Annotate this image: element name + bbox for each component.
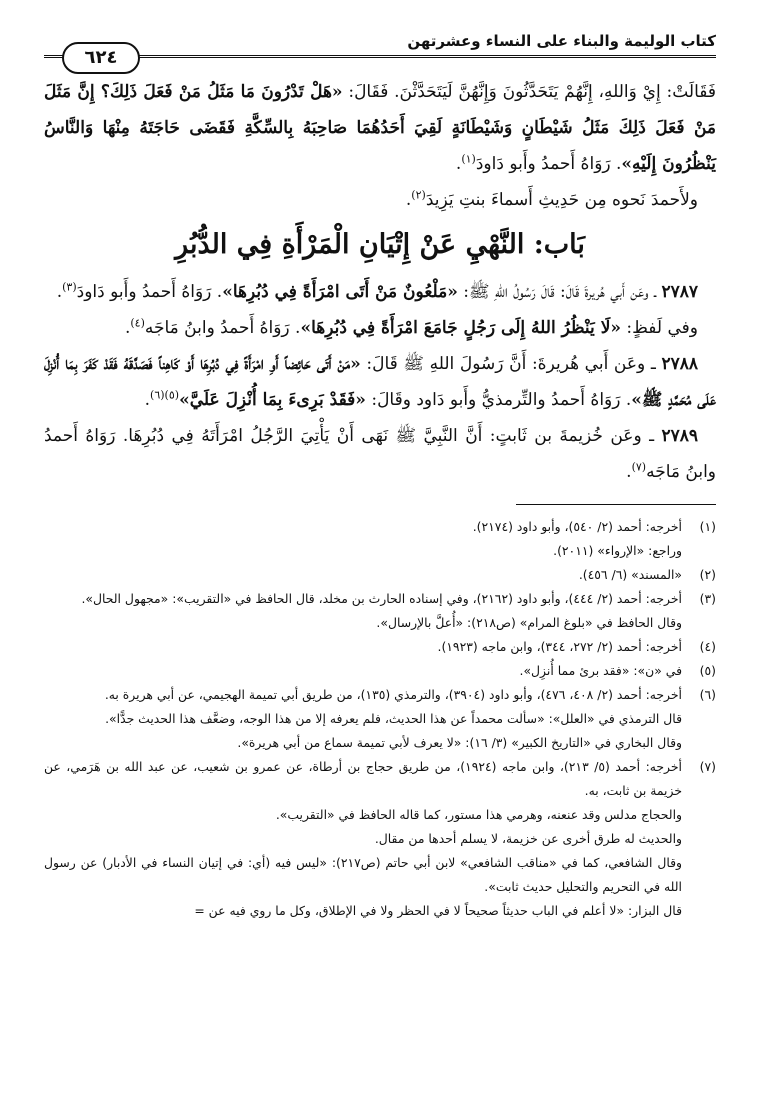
footnote-line: وقال الشافعي، كما في «مناقب الشافعي» لابن أبي حاتم (ص٢١٧): «ليس فيه (أي: في إتيان النساء في الأدبار) عن رسول الله في التحريم والتحليل حديث ثابت». — [44, 855, 682, 894]
footnote-line: والحديث له طرق أخرى عن خزيمة، لا يسلم أحدها من مقال. — [374, 831, 682, 846]
hadith-2787-variant: وفي لَفظٍ: «لَا يَنْظُرُ اللهُ إِلَى رَجُلٍ جَامَعَ امْرَأَةً فِي دُبُرِهَا». رَوَاهُ أَحمدُ وابنُ مَاجَه$^{(٤)}$. — [124, 316, 698, 338]
main-text — [44, 74, 716, 490]
hadith-2789: ٢٧٨٩ ـ وعَن خُزيمةَ بن ثَابتٍ: أَنَّ النَّبِيَّ ﷺ نَهَى أَنْ يَأْتِيَ الرَّجُلُ امْرَأَتَهُ فِي دُبُرِهَا. رَوَاهُ أَحمدُ وابنُ مَاجَه$^{(٧)}$. — [44, 426, 716, 482]
footnote-number: (٢) — [699, 567, 716, 582]
footnote-number: (٥) — [699, 663, 716, 678]
footnote-number: (٤) — [699, 639, 716, 654]
footnote-line: «المسند» (٦/ ٤٥٦). — [578, 567, 682, 582]
footnote-number: (٦) — [699, 687, 716, 702]
footnote-ref: (٤) — [130, 316, 145, 330]
footnote-line: وقال الحافظ في «بلوغ المرام» (ص٢١٨): «أُعلَّ بالإرسال». — [376, 615, 682, 630]
book-page — [44, 30, 716, 1090]
footnote-line: أخرجه: أحمد (٢/ ٤٠٨، ٤٧٦)، وأبو داود (٣٩٠٤)، والترمذي (١٣٥)، من طريق أبي تميمة الهجيمي، عن أبي هريرة به. — [104, 687, 682, 702]
footnote-line: في «ن»: «فقد برئ مما أُنزِل». — [519, 663, 682, 678]
footnote-line: قال الترمذي في «العلل»: «سألت محمداً عن هذا الحديث، فلم يعرفه إلا من هذا الوجه، وضعَّف هذا الحديث جدًّا». — [105, 711, 682, 726]
footnote-line: أخرجه: أحمد (٥/ ٢١٣)، وابن ماجه (١٩٢٤)، من طريق حجاج بن أرطاة، عن عمرو بن شعيب، عن عبد الله بن هَرَمي، عن خزيمة بن ثابت، به. — [44, 759, 682, 798]
running-title: كتاب الوليمة والبناء على النساء وعشرتهن — [407, 32, 716, 50]
footnote — [44, 587, 716, 635]
hadith-2788: ٢٧٨٨ ـ وعَن أَبي هُريرةَ: أَنَّ رَسُولَ اللهِ ﷺ قَالَ: «مَنْ أَتَى حَائِضاً أَوِ امْرَأَةً فِي دُبُرِهَا أَوْ كَاهِناً فَصَدَّقَهُ فَقَدْ كَفَرَ بِمَا أُنْزِلَ عَلَى مُحَمَّدٍ ﷺ». رَوَاهُ أَحمدُ والتِّرمذيُّ وأَبو دَاود وقَالَ: «فَقَدْ بَرِىءَ بِمَا أُنْزِلَ عَلَيَّ»$^{(٥)(٦)}$. — [44, 354, 716, 410]
footnote-line: أخرجه: أحمد (٢/ ٢٧٢، ٣٤٤)، وابن ماجه (١٩٢٣). — [437, 639, 682, 654]
footnote-ref: (٥)(٦) — [150, 388, 180, 402]
paragraph-continuation: فَقَالَتْ: إِيْ وَاللهِ، إِنَّهُمْ يَتَحَدَّثُونَ وَإِنَّهُنَّ لَيَتَحَدَّثْنَ. فَقَالَ: «هَلْ تَدْرُونَ مَا مَثَلُ مَنْ فَعَلَ ذَلِكَ؟ إِنَّ مَثَلَ مَنْ فَعَلَ ذَلِكَ مَثَلُ شَيْطَانٍ وَشَيْطَانَةٍ لَقِيَ أَحَدُهُمَا صَاحِبَهُ بِالسِّكَّةِ فَقَضَى حَاجَتَهُ مِنْهَا وَالنَّاسُ يَنْظُرُونَ إِلَيْهِ». رَوَاهُ أَحمدُ وأَبو دَاودَ$^{(١)}$. — [44, 82, 716, 174]
footnote-divider — [516, 504, 716, 505]
footnote-line: وراجع: «الإرواء» (٢٠١١). — [553, 543, 682, 558]
footnote-line: قال البزار: «لا أعلم في الباب حديثاً صحيحاً لا في الحظر ولا في الإطلاق، وكل ما روي فيه عن = — [194, 903, 682, 918]
header-rule — [44, 55, 716, 58]
footnote-line: وقال البخاري في «التاريخ الكبير» (٣/ ١٦): «لا يعرف لأبي تميمة سماع من أبي هريرة». — [237, 735, 682, 750]
footnote-number: (١) — [699, 519, 716, 534]
hadith-quote: «هَلْ تَدْرُونَ مَا مَثَلُ مَنْ فَعَلَ ذَلِكَ؟ إِنَّ مَثَلَ مَنْ فَعَلَ ذَلِكَ مَثَلُ شَيْطَانٍ وَشَيْطَانَةٍ لَقِيَ أَحَدُهُمَا صَاحِبَهُ بِالسِّكَّةِ فَقَضَى حَاجَتَهُ مِنْهَا وَالنَّاسُ يَنْظُرُونَ إِلَيْهِ» — [44, 82, 716, 174]
footnote — [44, 659, 716, 683]
footnote-number: (٣) — [699, 591, 716, 606]
hadith-2787: ٢٧٨٧ ـ وعَن أَبي هُريرةَ قَالَ: قَالَ رَسُولُ اللهِ ﷺ: «مَلْعُونٌ مَنْ أَتَى امْرَأَةً فِي دُبُرِهَا». رَوَاهُ أَحمدُ وأَبو دَاودَ$^{(٣)}$. — [56, 280, 698, 302]
page-header — [44, 30, 716, 74]
footnote-line: أخرجه: أحمد (٢/ ٥٤٠)، وأبو داود (٢١٧٤). — [472, 519, 682, 534]
footnote-number: (٧) — [699, 759, 716, 774]
paragraph-asma: ولأَحمدَ نَحوه مِن حَدِيثِ أَسماءَ بنتِ يَزِيدَ$^{(٢)}$. — [405, 188, 698, 210]
hadith-number: ٢٧٨٧ — [661, 282, 698, 302]
hadith-quote: «مَنْ أَتَى حَائِضاً أَوِ امْرَأَةً فِي دُبُرِهَا أَوْ كَاهِناً فَصَدَّقَهُ فَقَدْ كَفَرَ بِمَا أُنْزِلَ عَلَى مُحَمَّدٍ ﷺ» — [44, 354, 716, 410]
footnote-ref: (٧) — [631, 460, 647, 474]
footnote-ref: (٢) — [411, 188, 426, 202]
footnote — [44, 563, 716, 587]
footnote-ref: (١) — [461, 152, 476, 166]
hadith-quote: «مَلْعُونٌ مَنْ أَتَى امْرَأَةً فِي دُبُرِهَا» — [222, 282, 458, 302]
hadith-quote: «لَا يَنْظُرُ اللهُ إِلَى رَجُلٍ جَامَعَ امْرَأَةً فِي دُبُرِهَا» — [300, 318, 622, 338]
footnote — [44, 755, 716, 923]
hadith-number: ٢٧٨٨ — [661, 354, 698, 374]
footnote-line: والحجاج مدلس وقد عنعنه، وهرمي هذا مستور، كما قاله الحافظ في «التقريب». — [275, 807, 682, 822]
chapter-title: بَاب: النَّهْيِ عَنْ إِتْيَانِ الْمَرْأَةِ فِي الدُّبُرِ — [175, 229, 585, 260]
footnote-ref: (٣) — [62, 280, 77, 294]
page-number: ٦٢٤ — [62, 42, 140, 74]
footnotes — [44, 515, 716, 923]
footnote — [44, 635, 716, 659]
footnote — [44, 683, 716, 755]
hadith-number: ٢٧٨٩ — [661, 426, 698, 446]
footnote — [44, 515, 716, 563]
hadith-quote-variant: «فَقَدْ بَرِىءَ بِمَا أُنْزِلَ عَلَيَّ» — [179, 390, 366, 410]
footnote-line: أخرجه: أحمد (٢/ ٤٤٤)، وأبو داود (٢١٦٢)، وفي إسناده الحارث بن مخلد، قال الحافظ في «التقريب»: «مجهول الحال». — [81, 591, 682, 606]
